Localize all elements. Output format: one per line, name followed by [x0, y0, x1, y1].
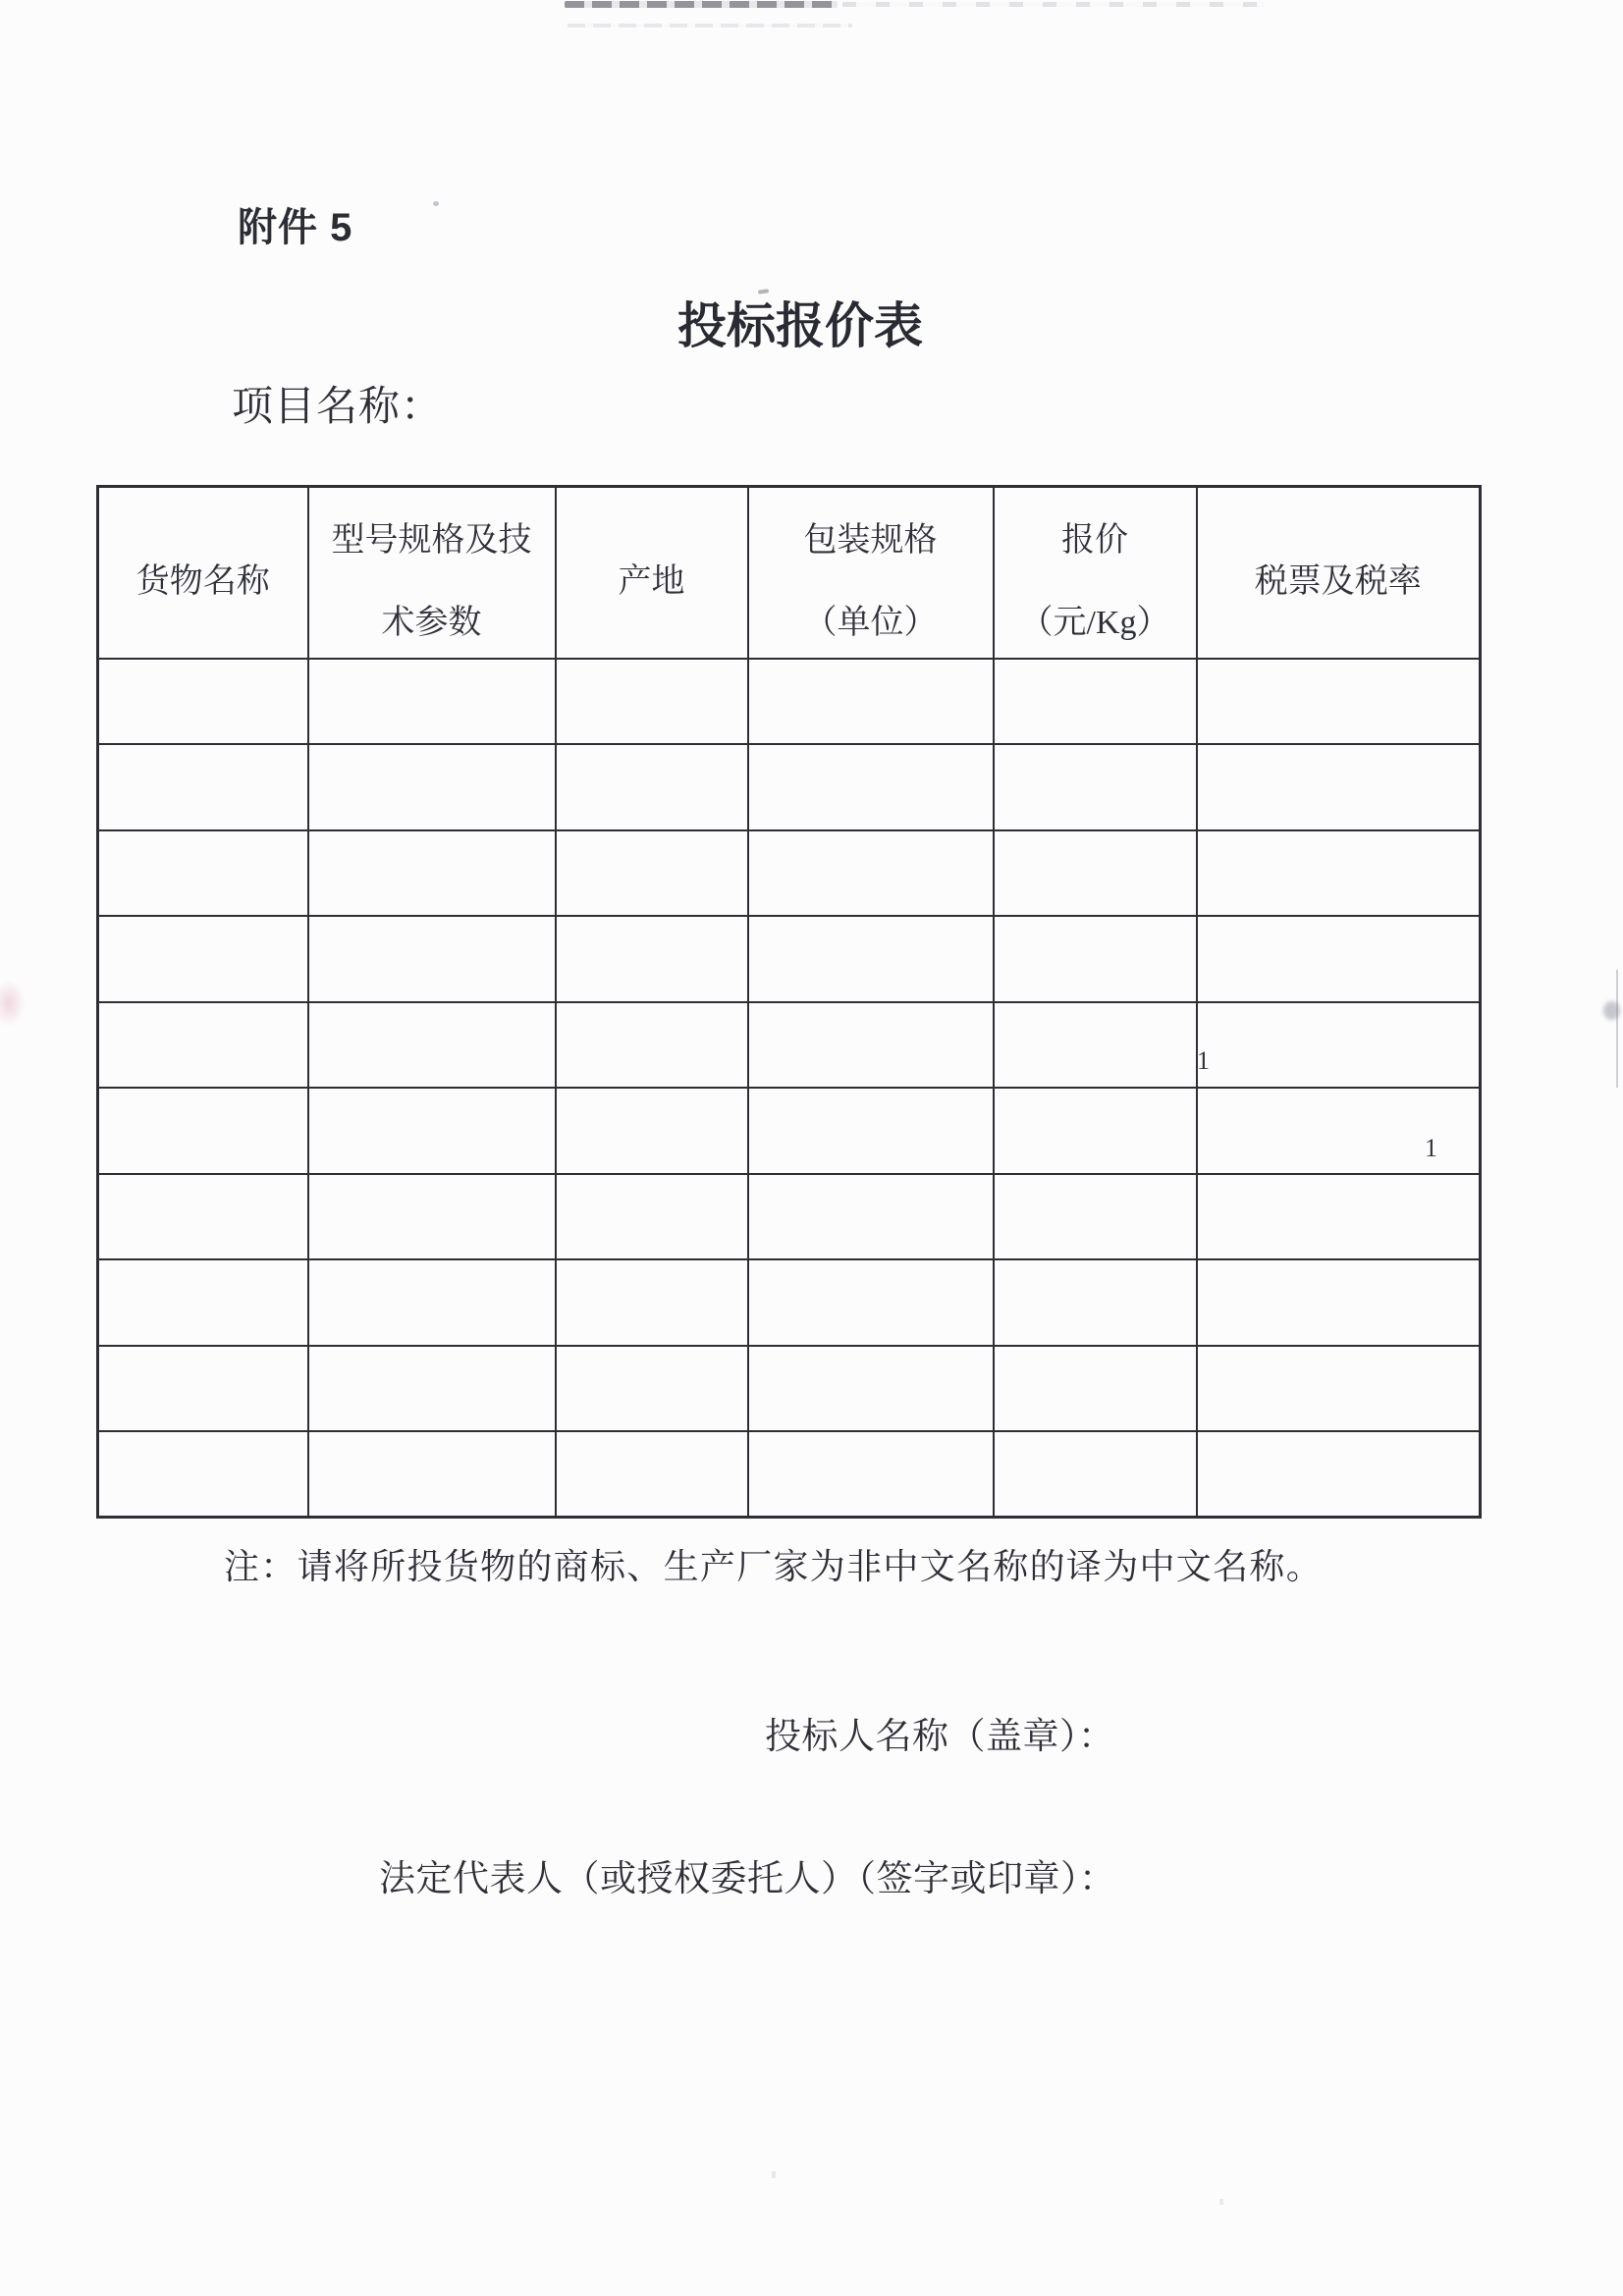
header-label: 产地: [618, 563, 685, 601]
table-cell-empty: [1197, 1002, 1481, 1089]
table-cell-empty: [556, 830, 748, 917]
table-cell-empty: [308, 1088, 556, 1174]
table-cell-empty: [748, 744, 994, 830]
table-cell-empty: [98, 1431, 308, 1518]
table-cell-empty: [748, 916, 994, 1002]
stray-digit-mark: 1: [1197, 1046, 1210, 1075]
table-cell-empty: [748, 830, 994, 917]
table-row: [98, 1088, 1481, 1174]
attachment-label: 附件 5: [238, 206, 353, 249]
scan-artifact-top-dashes: [565, 1, 838, 8]
project-name-label: 项目名称：: [232, 385, 444, 430]
table-row: [98, 830, 1481, 917]
table-row: [98, 1002, 1481, 1089]
header-cell-origin: [556, 487, 748, 659]
header-cell-price: [994, 487, 1197, 659]
table-row: [98, 659, 1481, 745]
table-cell-empty: [994, 1088, 1197, 1174]
table-cell-empty: [994, 1002, 1197, 1089]
table-cell-empty: [98, 1259, 308, 1346]
table-cell-empty: [1197, 744, 1481, 830]
table-row: [98, 916, 1481, 1002]
table-cell-empty: [556, 916, 748, 1002]
table-cell-empty: [308, 1259, 556, 1346]
table-cell-empty: [748, 659, 994, 745]
header-label: 包装规格: [803, 522, 938, 560]
header-cell-goods-name: [98, 487, 308, 659]
scan-artifact-right-line: [1616, 970, 1618, 1088]
table-cell-empty: [994, 1431, 1197, 1518]
table-cell-empty: [556, 1002, 748, 1089]
scan-artifact-pink-smudge: [0, 980, 26, 1027]
table-cell-empty: [556, 1259, 748, 1346]
table-cell-empty: [98, 744, 308, 830]
header-cell-model-spec: [308, 487, 556, 659]
table-cell-empty: [1197, 1346, 1481, 1432]
table-cell-empty: [308, 1431, 556, 1518]
scan-artifact-speck: [772, 2171, 776, 2178]
table-cell-empty: [994, 916, 1197, 1002]
legal-representative-label: 法定代表人（或授权委托人）（签字或印章）：: [379, 1859, 1116, 1899]
header-label-line2: （单位）: [803, 605, 938, 642]
table-cell-empty: [98, 1174, 308, 1260]
table-cell-empty: [98, 830, 308, 917]
table-cell-empty: [556, 659, 748, 745]
table-cell-empty: [308, 659, 556, 745]
quote-table-header-row: [98, 487, 1481, 659]
table-cell-empty: [1197, 1259, 1481, 1346]
table-cell-empty: [994, 1346, 1197, 1432]
table-cell-empty: [1197, 1088, 1481, 1174]
table-cell-empty: [748, 1346, 994, 1432]
table-cell-empty: [98, 916, 308, 1002]
scan-artifact-right-smudge: [1603, 1001, 1620, 1020]
scan-artifact-top-shadow: [568, 24, 852, 27]
table-cell-empty: [556, 1346, 748, 1432]
table-cell-empty: [308, 830, 556, 917]
table-cell-empty: [308, 1174, 556, 1260]
table-cell-empty: [308, 1346, 556, 1432]
table-cell-empty: [556, 1431, 748, 1518]
header-label: 货物名称: [135, 563, 270, 601]
table-cell-empty: [1197, 1431, 1481, 1518]
note-text: 注：请将所投货物的商标、生产厂家为非中文名称的译为中文名称。: [224, 1547, 1324, 1586]
table-cell-empty: [556, 1088, 748, 1174]
scan-artifact-speck: [1219, 2199, 1223, 2205]
document-title: 投标报价表: [677, 298, 923, 353]
table-cell-empty: [748, 1088, 994, 1174]
header-cell-tax: [1197, 487, 1481, 659]
scan-artifact-top-dashes-faint: [842, 2, 1265, 7]
table-cell-empty: [1197, 916, 1481, 1002]
table-row: [98, 1431, 1481, 1518]
table-cell-empty: [308, 744, 556, 830]
table-cell-empty: [1197, 659, 1481, 745]
table-row: [98, 1346, 1481, 1432]
table-cell-empty: [1197, 830, 1481, 917]
table-row: [98, 744, 1481, 830]
header-label: 税票及税率: [1254, 563, 1422, 601]
table-cell-empty: [308, 916, 556, 1002]
table-cell-empty: [98, 1088, 308, 1174]
quote-table: [96, 485, 1482, 1519]
header-label: 报价: [1061, 522, 1128, 560]
table-cell-empty: [748, 1174, 994, 1260]
header-label: 型号规格及技: [331, 522, 532, 560]
table-cell-empty: [1197, 1174, 1481, 1260]
quote-table-body: [98, 659, 1481, 1518]
table-cell-empty: [994, 830, 1197, 917]
table-row: [98, 1259, 1481, 1346]
table-cell-empty: [98, 1346, 308, 1432]
table-cell-empty: [308, 1002, 556, 1089]
table-cell-empty: [556, 1174, 748, 1260]
table-cell-empty: [748, 1431, 994, 1518]
table-cell-empty: [994, 1174, 1197, 1260]
table-cell-empty: [98, 1002, 308, 1089]
table-cell-empty: [994, 659, 1197, 745]
header-label-line2: （元/Kg）: [1019, 605, 1170, 642]
table-cell-empty: [994, 744, 1197, 830]
table-cell-empty: [748, 1259, 994, 1346]
header-label-line2: 术参数: [381, 605, 482, 642]
table-cell-empty: [98, 659, 308, 745]
bidder-name-label: 投标人名称（盖章）：: [765, 1717, 1115, 1757]
scan-artifact-speck: [758, 289, 769, 294]
table-row: [98, 1174, 1481, 1260]
stray-digit-mark: 1: [1425, 1134, 1437, 1162]
table-cell-empty: [748, 1002, 994, 1089]
scan-artifact-speck: [433, 201, 439, 206]
table-cell-empty: [994, 1259, 1197, 1346]
header-cell-packaging: [748, 487, 994, 659]
table-cell-empty: [556, 744, 748, 830]
